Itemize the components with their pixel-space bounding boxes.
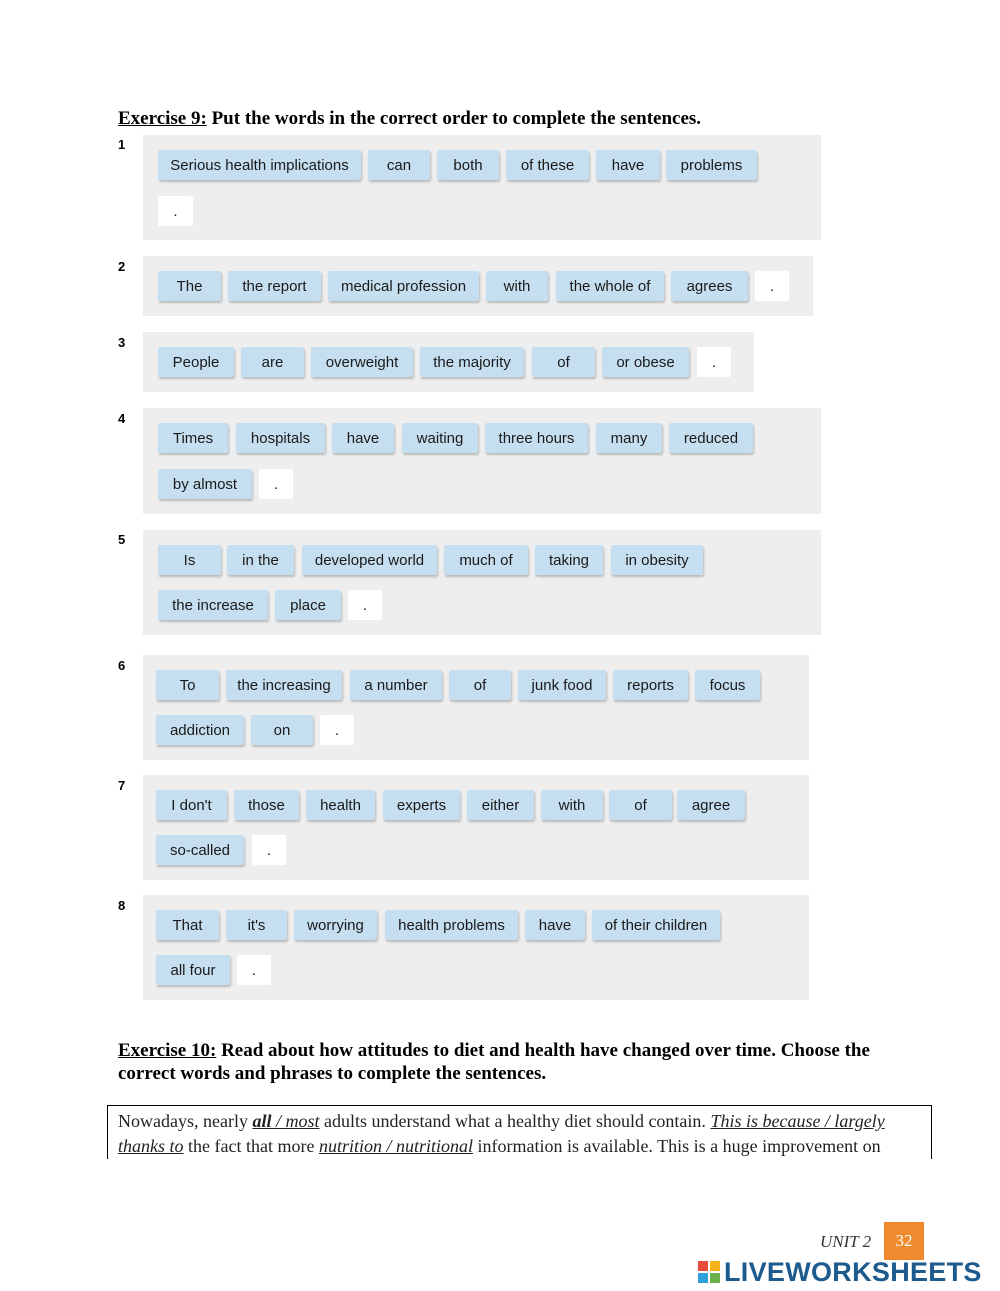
liveworksheets-brand <box>698 1255 982 1289</box>
word-tile[interactable]: Is <box>158 545 221 575</box>
exercise-9-title <box>118 107 701 130</box>
word-tile[interactable]: of <box>449 670 511 700</box>
exercise-10-text-box <box>107 1105 932 1159</box>
word-tile[interactable]: on <box>251 715 313 745</box>
word-tile[interactable]: the increasing <box>226 670 342 700</box>
word-tile[interactable]: health problems <box>385 910 518 940</box>
word-tile[interactable]: have <box>525 910 585 940</box>
text-segment: the fact that more <box>183 1136 319 1156</box>
word-tile[interactable]: place <box>275 590 341 620</box>
sentence-number-1: 1 <box>118 137 126 152</box>
option-this-is-because-largely-thanks-to[interactable]: This is because / largely thanks to <box>118 1111 885 1156</box>
word-tile[interactable]: medical profession <box>328 271 479 301</box>
unit-label: UNIT 2 <box>820 1232 872 1251</box>
word-tile[interactable]: it's <box>226 910 287 940</box>
word-tile[interactable]: health <box>306 790 375 820</box>
word-tile[interactable]: reports <box>613 670 688 700</box>
word-tile[interactable]: I don't <box>156 790 227 820</box>
word-tile[interactable]: are <box>241 347 304 377</box>
exercise-10-label: Exercise 10: <box>118 1040 217 1061</box>
liveworksheets-logo-icon <box>698 1261 720 1283</box>
logo-square <box>698 1273 708 1283</box>
word-tile[interactable]: addiction <box>156 715 244 745</box>
word-tile[interactable]: People <box>158 347 234 377</box>
sentence-number-2: 2 <box>118 259 126 274</box>
word-tile[interactable]: with <box>541 790 603 820</box>
word-tile[interactable]: both <box>437 150 499 180</box>
period-tile[interactable]: . <box>755 271 789 301</box>
word-tile[interactable]: Serious health implications <box>158 150 361 180</box>
word-tile[interactable]: of their children <box>592 910 720 940</box>
word-tile[interactable]: the whole of <box>556 271 664 301</box>
word-tile[interactable]: reduced <box>669 423 753 453</box>
sentence-number-4: 4 <box>118 411 126 426</box>
word-tile[interactable]: worrying <box>294 910 377 940</box>
word-tile[interactable]: three hours <box>485 423 588 453</box>
word-tile[interactable]: by almost <box>158 469 252 499</box>
text-segment: adults understand what a healthy diet should contain. <box>319 1111 711 1131</box>
word-tile[interactable]: agree <box>677 790 745 820</box>
period-tile[interactable]: . <box>348 590 382 620</box>
sentence-number-5: 5 <box>118 532 126 547</box>
word-tile[interactable]: have <box>332 423 394 453</box>
logo-square <box>710 1261 720 1271</box>
sentence-number-6: 6 <box>118 658 126 673</box>
text-segment: Nowadays, nearly <box>118 1111 253 1131</box>
word-tile[interactable]: the majority <box>420 347 524 377</box>
word-tile[interactable]: That <box>156 910 219 940</box>
word-tile[interactable]: have <box>596 150 660 180</box>
word-tile[interactable]: The <box>158 271 221 301</box>
word-tile[interactable]: hospitals <box>236 423 325 453</box>
period-tile[interactable]: . <box>237 955 271 985</box>
period-tile[interactable]: . <box>320 715 354 745</box>
period-tile[interactable]: . <box>252 835 286 865</box>
word-tile[interactable]: in the <box>227 545 294 575</box>
word-tile[interactable]: junk food <box>518 670 606 700</box>
word-tile[interactable]: experts <box>383 790 460 820</box>
word-tile[interactable]: in obesity <box>611 545 703 575</box>
exercise-10-instruction: Read about how attitudes to diet and health have changed over time. Choose the correct words and phrases to complete the sentences. <box>118 1040 870 1084</box>
word-tile[interactable]: taking <box>535 545 603 575</box>
word-tile[interactable]: the increase <box>158 590 268 620</box>
exercise-9-label: Exercise 9: <box>118 108 207 129</box>
word-tile[interactable]: overweight <box>311 347 413 377</box>
logo-square <box>710 1273 720 1283</box>
word-tile[interactable]: agrees <box>671 271 748 301</box>
word-tile[interactable]: developed world <box>302 545 437 575</box>
text-segment: information is available. This is a huge improvement on <box>472 1136 881 1156</box>
word-tile[interactable]: those <box>234 790 299 820</box>
word-tile[interactable]: a number <box>350 670 442 700</box>
period-tile[interactable]: . <box>158 196 193 226</box>
word-tile[interactable]: Times <box>158 423 228 453</box>
word-tile[interactable]: either <box>467 790 534 820</box>
word-tile[interactable]: of these <box>506 150 589 180</box>
word-tile[interactable]: with <box>486 271 548 301</box>
period-tile[interactable]: . <box>697 347 731 377</box>
word-tile[interactable]: much of <box>444 545 528 575</box>
option-separator: / <box>271 1111 286 1131</box>
sentence-number-7: 7 <box>118 778 126 793</box>
sentence-number-8: 8 <box>118 898 126 913</box>
word-tile[interactable]: many <box>596 423 662 453</box>
word-tile[interactable]: so-called <box>156 835 244 865</box>
period-tile[interactable]: . <box>259 469 293 499</box>
option-nutrition-nutritional[interactable]: nutrition / nutritional <box>318 1136 473 1156</box>
brand-name: LIVEWORKSHEETS <box>724 1256 982 1287</box>
word-tile[interactable]: of <box>532 347 595 377</box>
word-tile[interactable]: To <box>156 670 219 700</box>
word-tile[interactable]: problems <box>666 150 757 180</box>
sentence-number-3: 3 <box>118 335 126 350</box>
word-tile[interactable]: the report <box>228 271 321 301</box>
option-all[interactable]: all <box>252 1111 272 1131</box>
exercise-10-title <box>118 1039 918 1085</box>
exercise-9-instruction: Put the words in the correct order to complete the sentences. <box>206 108 702 129</box>
word-tile[interactable]: all four <box>156 955 230 985</box>
word-tile[interactable]: of <box>609 790 672 820</box>
word-tile[interactable]: focus <box>695 670 760 700</box>
page-number: 32 <box>884 1222 924 1260</box>
word-tile[interactable]: can <box>368 150 430 180</box>
option-most[interactable]: most <box>285 1111 320 1131</box>
logo-square <box>698 1261 708 1271</box>
word-tile[interactable]: waiting <box>402 423 478 453</box>
word-tile[interactable]: or obese <box>602 347 689 377</box>
